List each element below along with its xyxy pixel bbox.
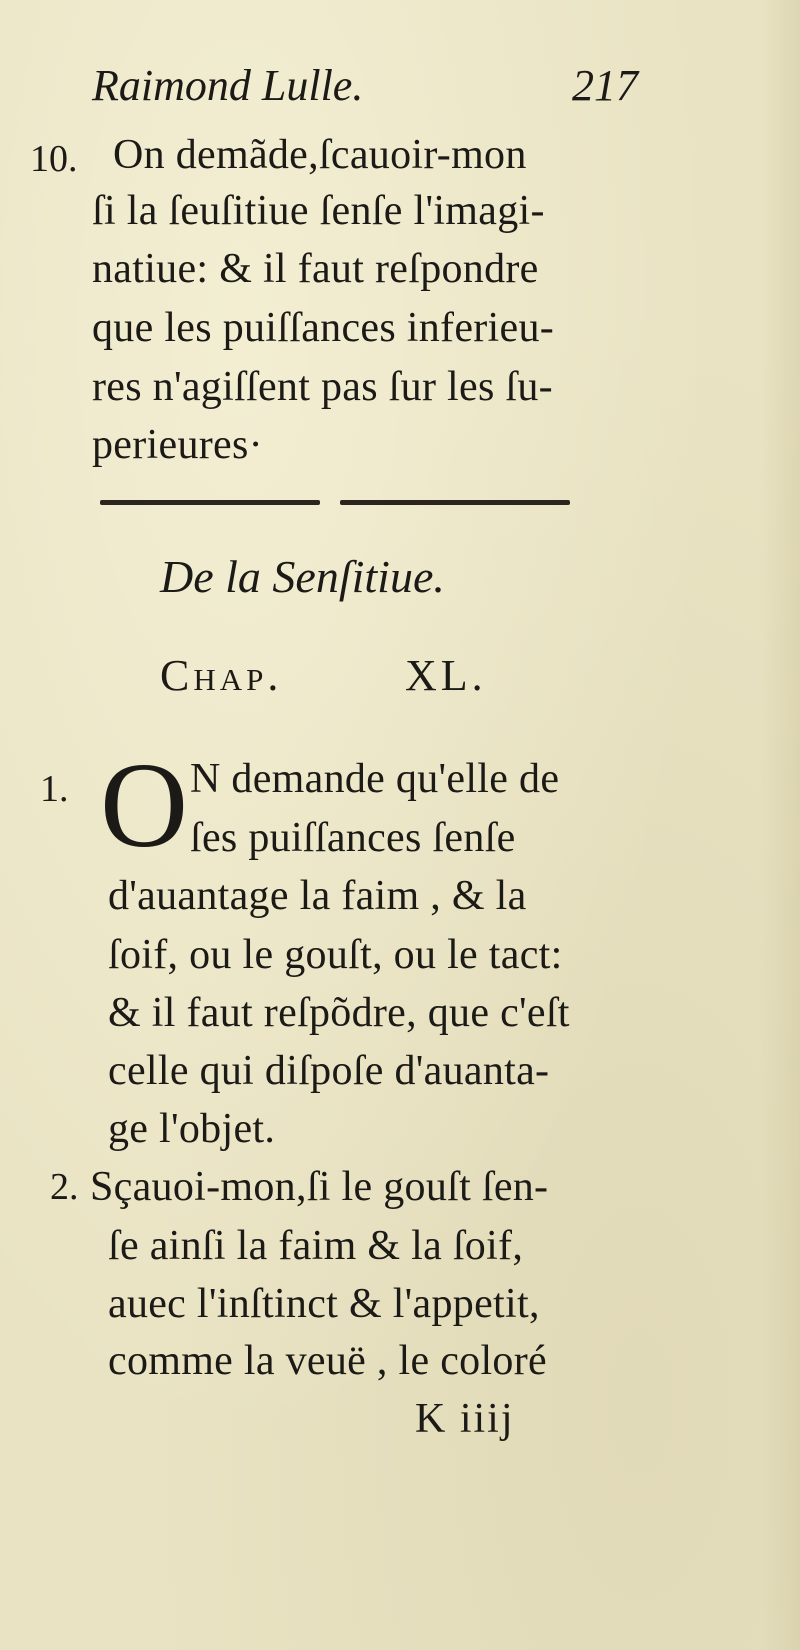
drop-cap: O — [100, 738, 189, 873]
item-10-line-5: res n'agiſſent pas ſur les ſu- — [92, 364, 553, 410]
item-1-line-5: & il faut reſpõdre, que c'eſt — [108, 990, 570, 1036]
item-1-line-3: d'auantage la faim , & la — [108, 873, 527, 919]
item-1-line-4: ſoif, ou le gouſt, ou le tact: — [108, 932, 563, 978]
running-title: Raimond Lulle. — [92, 61, 364, 110]
item-2-line-2: ſe ainſi la faim & la ſoif, — [108, 1223, 524, 1269]
item-10-line-4: que les puiſſances inferieu- — [92, 305, 555, 351]
signature-mark: K iiij — [415, 1396, 515, 1442]
item-10-line-2: ſi la ſeuſitiue ſenſe l'imagi- — [92, 188, 545, 234]
ornamental-rule-left — [100, 500, 320, 505]
chapter-label: Chap. — [160, 651, 283, 700]
ornamental-rule-right — [340, 500, 570, 505]
chapter-number: XL. — [405, 651, 487, 700]
item-number-2: 2. — [50, 1166, 79, 1208]
item-number-1: 1. — [40, 768, 69, 810]
page-edge-shading — [760, 0, 800, 1650]
page-number: 217 — [572, 61, 638, 110]
section-title: De la Senſitiue. — [160, 551, 445, 602]
item-1-line-2: ſes puiſſances ſenſe — [190, 815, 516, 861]
item-1-line-6: celle qui diſpoſe d'auanta- — [108, 1048, 550, 1094]
item-10-line-3: natiue: & il faut reſpondre — [92, 246, 539, 292]
item-2-line-4: comme la veuë , le coloré — [108, 1338, 547, 1384]
item-number-10: 10. — [30, 138, 78, 180]
item-1-line-7: ge l'objet. — [108, 1106, 276, 1152]
item-2-line-3: auec l'inſtinct & l'appetit, — [108, 1281, 540, 1327]
item-10-line-1: On demãde,ſcauoir-mon — [113, 132, 527, 178]
item-10-line-6: perieures· — [92, 422, 263, 468]
item-1-line-1: N demande qu'elle de — [190, 756, 560, 802]
item-2-line-1: Sçauoi-mon,ſi le gouſt ſen- — [90, 1164, 549, 1210]
